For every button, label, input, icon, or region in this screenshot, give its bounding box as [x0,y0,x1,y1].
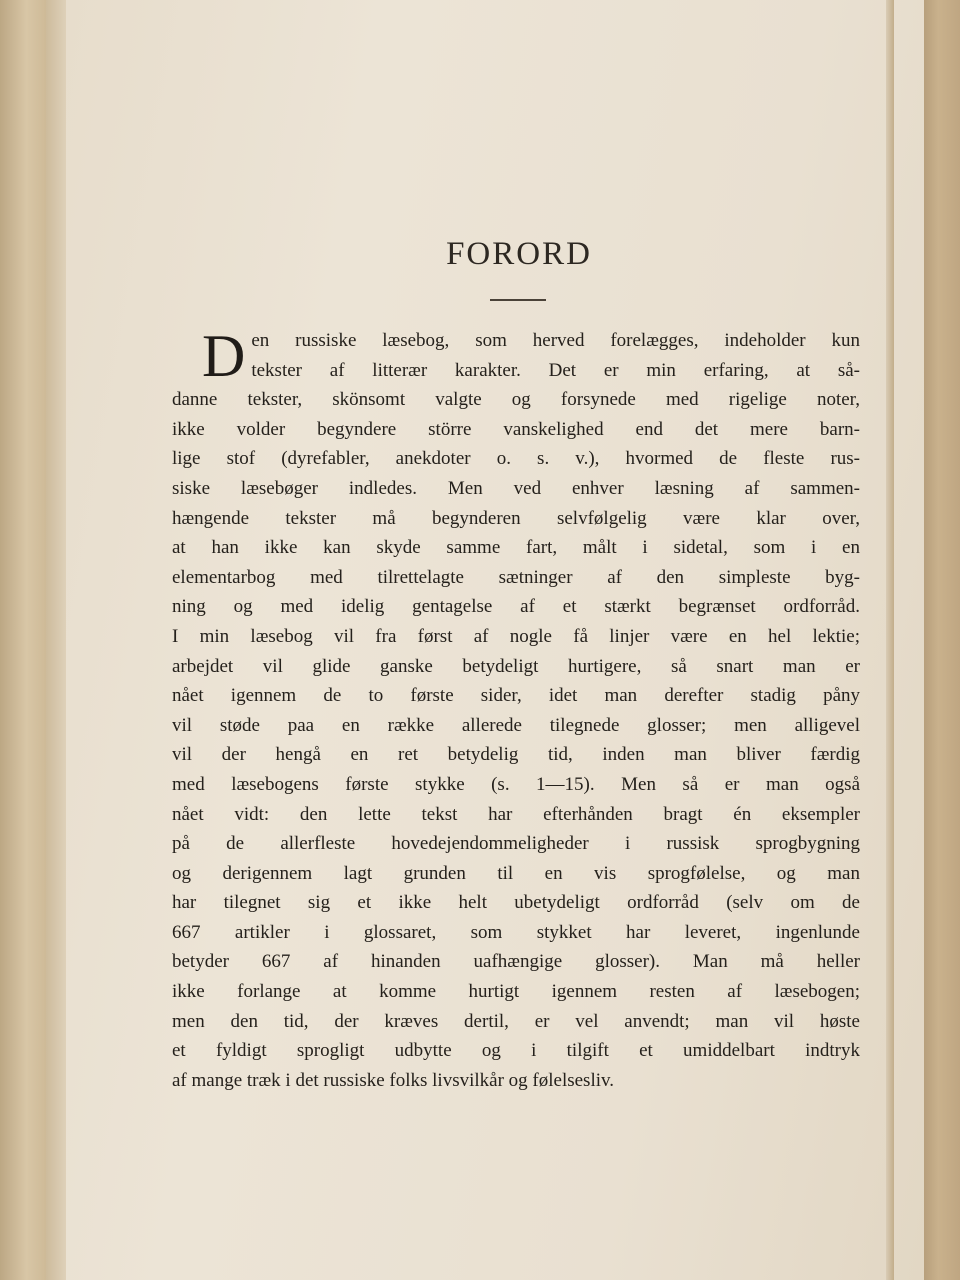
book-page [66,0,924,1280]
wooden-table [924,0,960,1280]
text-line: et fyldigt sprogligt udbytte og i tilgift et umiddelbart indtryk [172,1040,860,1062]
text-line: hængende tekster må begynderen selvfølgelig være klar over, [172,507,860,529]
dropcap-lines [172,323,860,389]
text-line: siske læsebøger indledes. Men ved enhver læsning af sammen- [172,477,860,499]
text-line: nået vidt: den lette tekst har efterhånden bragt én eksempler [172,803,860,825]
drop-cap: D [202,323,246,389]
heading-divider [490,299,546,301]
text-line: at han ikke kan skyde samme fart, målt i sidetal, som i en [172,537,860,559]
text-line: på de allerfleste hovedejendommeligheder i russisk sprogbygning [172,833,860,855]
book-cover-edge [0,0,48,1280]
text-line: har tilegnet sig et ikke helt ubetydeligt ordforråd (selv om de [172,892,860,914]
text-line: elementarbog med tilrettelagte sætninger af den simpleste byg- [172,566,860,588]
text-line: af mange træk i det russiske folks livsvilkår og følelsesliv. [172,1069,615,1091]
text-line: en russiske læsebog, som herved forelægges, indeholder kun [251,330,860,351]
first-paragraph-start [172,323,860,389]
text-line: ikke volder begyndere större vanskelighed end det mere barn- [172,418,860,440]
page-heading: FORORD [446,236,592,272]
text-line: lige stof (dyrefabler, anekdoter o. s. v.), hvormed de fleste rus- [172,448,860,470]
text-line: men den tid, der kræves dertil, er vel anvendt; man vil høste [172,1010,860,1032]
text-line: med læsebogens første stykke (s. 1—15). Men så er man også [172,773,860,795]
text-line: tekster af litterær karakter. Det er min erfaring, at så- [251,359,860,381]
text-line: ning og med idelig gentagelse af et stærkt begrænset ordforråd. [172,596,860,618]
foreword-text [172,323,860,1095]
text-line: vil der hengå en ret betydelig tid, inden man bliver færdig [172,744,860,766]
text-line: arbejdet vil glide ganske betydeligt hurtigere, så snart man er [172,655,860,677]
text-line: I min læsebog vil fra først af nogle få linjer være en hel lektie; [172,625,860,647]
page-right-edge [886,0,894,1280]
text-line: ikke forlange at komme hurtigt igennem resten af læsebogen; [172,981,860,1003]
text-line: 667 artikler i glossaret, som stykket har leveret, ingenlunde [172,921,860,943]
text-line: nået igennem de to første sider, idet man derefter stadig påny [172,685,860,707]
text-line: danne tekster, skönsomt valgte og forsynede med rigelige noter, [172,389,860,411]
text-line: betyder 667 af hinanden uafhængige glosser). Man må heller [172,951,860,973]
text-line: vil støde paa en række allerede tilegnede glosser; men alligevel [172,714,860,736]
text-line: og derigennem lagt grunden til en vis sprogfølelse, og man [172,862,860,884]
